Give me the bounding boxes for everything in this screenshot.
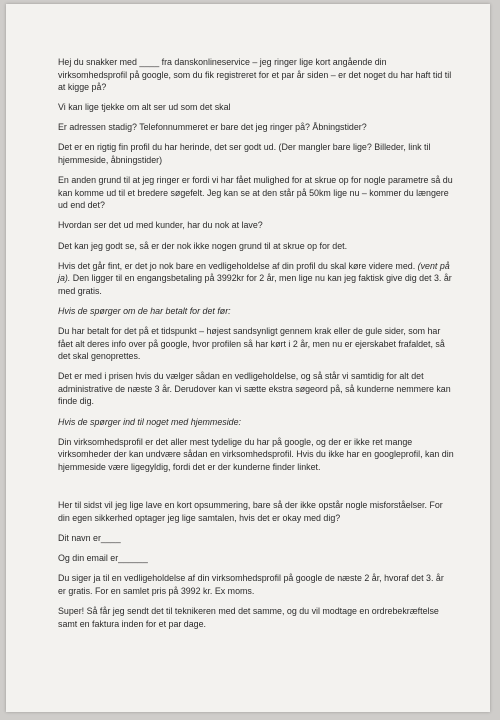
paragraph-name: Dit navn er____ <box>58 533 121 544</box>
document-body <box>58 56 454 638</box>
paragraph-closing: Super! Så får jeg sendt det til teknikeren med det samme, og du vil modtage en ordrebekræftelse samt en faktura inden for et par dage. <box>58 606 439 629</box>
paragraph-summary: Her til sidst vil jeg lige lave en kort opsummering, bare så der ikke opstår nogle misforståelser. For din egen sikkerhed optager jeg lige samtalen, hvis det er okay med dig? <box>58 500 443 524</box>
heading-website: Hvis de spørger ind til noget med hjemmeside: <box>58 416 242 427</box>
paragraph-customers: Hvordan ser det ud med kunder, har du nok at lave? <box>58 220 263 231</box>
paragraph-price-included: Det er med i prisen hvis du vælger sådan en vedligeholdelse, og så står vi samtidig for alt det administrative de næste 3 år. Derudover kan vi sætte ekstra søgeord på, så kunderne nemmere kan finde dig. <box>58 371 451 407</box>
paragraph-check: Vi kan lige tjekke om alt ser ud som det skal <box>58 102 231 113</box>
paragraph-parameters: En anden grund til at jeg ringer er fordi vi har fået mulighed for at skrue op for nogle parametre så du kan komme ud til et bredere søgefelt. Jeg kan se at den står på 50km lige nu – kommer du længere ud end det? <box>58 175 453 211</box>
paragraph-confirm: Du siger ja til en vedligeholdelse af din virksomhedsprofil på google de næste 2 år, hvoraf det 3. år er gratis. For en samlet pris på 3992 kr. Ex moms. <box>58 573 444 596</box>
heading-paid-before: Hvis de spørger om de har betalt for det før: <box>58 305 231 316</box>
paragraph-paid-before: Du har betalt for det på et tidspunkt – højest sandsynligt gennem krak eller de gule sider, som har fået alt deres info over på google, hvor profilen så har kørt i 2 år, men nu er ejerskabet frafaldet, så det skal genoprettes. <box>58 326 445 362</box>
paragraph-no-reason: Det kan jeg godt se, så er der nok ikke nogen grund til at skrue op for det. <box>58 240 348 251</box>
document-page <box>6 4 490 712</box>
paragraph-questions: Er adressen stadig? Telefonnummeret er bare det jeg ringer på? Åbningstider? <box>58 122 367 133</box>
paragraph-email: Og din email er______ <box>58 553 148 564</box>
paragraph-website: Din virksomhedsprofil er det aller mest tydelige du har på google, og der er ikke ret mange virksomheder der kan undvære sådan en virksomhedsprofil. Hvis du ikke har en googleprofil, kan din hjemmeside være ligegyldig, fordi det er der kunderne finder linket. <box>58 436 454 472</box>
paragraph-profile: Det er en rigtig fin profil du har herinde, det ser godt ud. (Der mangler bare lige? Billeder, link til hjemmeside, åbningstider) <box>58 142 431 166</box>
paragraph-offer: Hvis det går fint, er det jo nok bare en vedligeholdelse af din profil du skal køre videre med. (vent på ja). Den ligger til en engangsbetaling på 3992kr for 2 år, men lige nu kan jeg faktisk give dig det 3. år med gratis. <box>58 260 452 296</box>
paragraph-greeting: Hej du snakker med ____ fra danskonlineservice – jeg ringer lige kort angående din virksomhedsprofil på google, som du fik registreret for et par år siden – er det noget du har haft tid til at kigge på? <box>58 57 452 93</box>
